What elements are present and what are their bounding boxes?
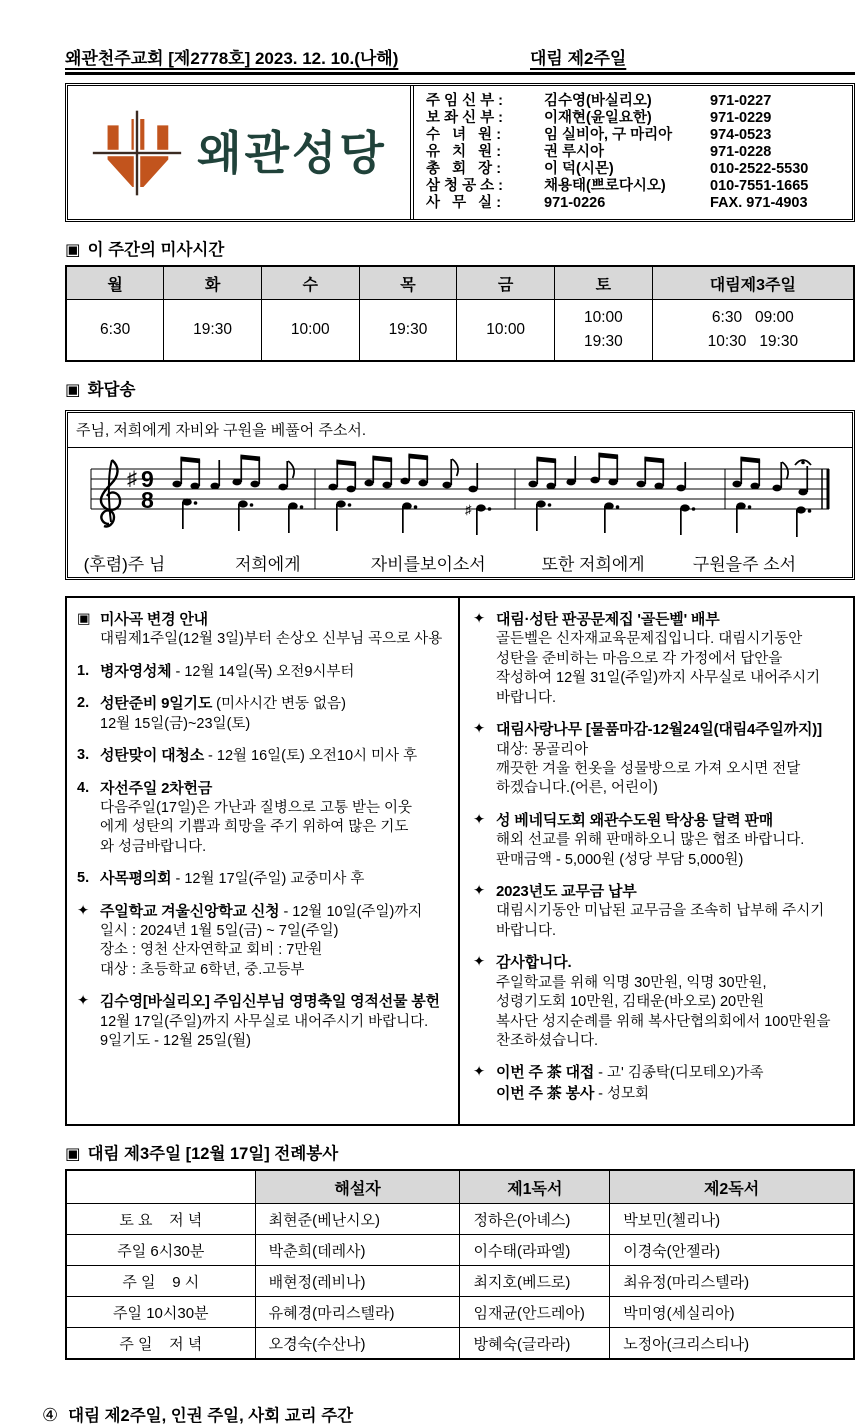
contact-phone: 010-7551-1665 (710, 178, 809, 194)
contact-row (426, 127, 842, 144)
server-name-cell: 오경숙(수산나) (255, 1328, 460, 1360)
mass-slot-cell: 주 일 저 녁 (66, 1328, 255, 1360)
mass-table-column-header: 화 (164, 266, 262, 300)
mass-time-cell: 6:30 (66, 300, 164, 362)
mass-time-cell: 10:00 (457, 300, 555, 362)
server-name-cell: 노정아(크리스티나) (610, 1328, 854, 1360)
mass-table-column-header: 토 (555, 266, 653, 300)
liturgy-column-header: 제2독서 (610, 1170, 854, 1204)
section-bullet-icon: ▣ (65, 241, 81, 259)
announcement-title: 대림사랑나무 [물품마감-12월24일(대림4주일까지)] (496, 721, 822, 739)
contact-row (426, 195, 842, 212)
server-name-cell: 유혜경(마리스텔라) (255, 1297, 460, 1328)
mass-table-header-row (66, 266, 854, 300)
psalm-score (68, 448, 852, 577)
announcements-right-column (460, 598, 853, 1124)
lyric-syllable: (후렴)주 님 (83, 555, 166, 574)
contact-phone: 010-2522-5530 (710, 161, 809, 177)
announcement-title: 이번 주 茶 대접 (496, 1064, 595, 1082)
announcement-item: ✦ 이번 주 茶 대접 - 고' 김종탁(디모테오)가족 이번 주 茶 봉사 - 성모회 (473, 1064, 764, 1102)
announcement-item: ✦ 대림사랑나무 [물품마감-12월24일(대림4주일까지)] 대상: 몽골리아 깨끗한 겨울 헌옷을 성물방으로 가져 오시면 전달 하겠습니다.(어른, 어린이) (473, 721, 822, 797)
contact-row (426, 178, 842, 195)
contact-value: 권 루시아 (544, 144, 605, 160)
server-name-cell: 박춘희(데레사) (255, 1235, 460, 1266)
announcement-bullet-icon: ✦ (77, 902, 90, 919)
announcement-bullet-icon: ✦ (473, 883, 486, 900)
announcement-title: 성탄맞이 대청소 (100, 747, 204, 765)
server-name-cell: 배현정(레비나) (255, 1266, 460, 1297)
server-name-cell: 임재균(안드레아) (460, 1297, 610, 1328)
announcement-bullet-icon: 5. (77, 870, 90, 887)
contact-value: 이재현(윤일요한) (544, 110, 652, 126)
liturgy-column-header (66, 1170, 255, 1204)
contact-label: 총 회 장 : (426, 161, 502, 177)
psalm-box (65, 410, 855, 580)
footer-text: 대림 제2주일, 인권 주일, 사회 교리 주간 (68, 1407, 354, 1426)
announcement-title: 2023년도 교무금 납부 (496, 883, 637, 901)
announcement-item: ✦ 대림·성탄 판공문제집 '골든벨' 배부 골든벨은 신자재교육문제집입니다. 대림시기동안 성탄을 준비하는 마음으로 각 가정에서 답안을 작성하여 12월 31일(주일)까지 사무실로 내어주시기 바랍니다. (473, 611, 821, 706)
parish-logo-icon (91, 105, 183, 201)
liturgy-row (66, 1266, 854, 1297)
time-signature-top: 9 (141, 466, 154, 492)
announcement-item: ✦ 성 베네딕도회 왜관수도원 탁상용 달력 판매 해외 선교를 위해 판매하오니 많은 협조 바랍니다. 판매금액 - 5,000원 (성당 부담 5,000원) (473, 811, 805, 868)
mass-table-column-header: 대림제3주일 (652, 266, 854, 300)
section-bullet-icon: ▣ (65, 381, 81, 399)
mass-table-body-row (66, 300, 854, 362)
contact-value: 채용태(쁘로다시오) (544, 178, 666, 194)
liturgy-section-title: ▣ 대림 제3주일 [12월 17일] 전례봉사 (65, 1145, 339, 1164)
liturgy-column-header: 해설자 (255, 1170, 460, 1204)
server-name-cell: 최유정(마리스텔라) (610, 1266, 854, 1297)
announcement-item: 1. 병자영성체 - 12월 14일(목) 오전9시부터 (77, 662, 355, 680)
mass-time-cell: 10:00 19:30 (555, 300, 653, 362)
contact-value: 이 덕(시몬) (544, 161, 614, 177)
announcement-title: 성탄준비 9일기도 (100, 695, 213, 713)
announcement-title: 대림·성탄 판공문제집 '골든벨' 배부 (496, 611, 720, 628)
contact-label: 삼 청 공 소 : (426, 178, 503, 194)
announcement-item: ▣ 미사곡 변경 안내 대림제1주일(12월 3일)부터 손상오 신부님 곡으로 사용 (77, 611, 443, 648)
contact-label: 보 좌 신 부 : (426, 110, 503, 126)
footer-page-marker: ④ (42, 1405, 59, 1426)
accidental-sharp: ♯ (465, 502, 472, 517)
announcement-bullet-icon: ✦ (473, 811, 486, 828)
announcement-item: 2. 성탄준비 9일기도 (미사시간 변동 없음) 12월 15일(금)~23일(토) (77, 695, 346, 732)
section-bullet-icon: ▣ (65, 1145, 81, 1164)
mass-slot-cell: 주일 6시30분 (66, 1235, 255, 1266)
announcement-item: 4. 자선주일 2차헌금 다음주일(17일)은 가난과 질병으로 고통 받는 이웃 에게 성탄의 기쁨과 희망을 주기 위하여 많은 기도 와 성금바랍니다. (77, 779, 413, 855)
mass-table-column-header: 월 (66, 266, 164, 300)
liturgy-table-header-row (66, 1170, 854, 1204)
fermata-icon (795, 460, 811, 465)
liturgy-row (66, 1297, 854, 1328)
server-name-cell: 이수태(라파엘) (460, 1235, 610, 1266)
bulletin-page (0, 44, 860, 1426)
contact-phone: 971-0229 (710, 110, 772, 126)
announcement-title: 김수영[바실리오] 주임신부님 영명축일 영적선물 봉헌 (100, 993, 440, 1011)
liturgy-table (65, 1169, 855, 1360)
announcement-bullet-icon: ✦ (473, 1064, 486, 1081)
announcement-bullet-icon: ✦ (473, 611, 486, 627)
announcement-bullet-icon: ✦ (473, 721, 486, 738)
mass-slot-cell: 주 일 9 시 (66, 1266, 255, 1297)
contact-list (413, 86, 852, 219)
contact-phone: 971-0228 (710, 144, 772, 160)
announcement-item: 3. 성탄맞이 대청소 - 12월 16일(토) 오전10시 미사 후 (77, 747, 418, 765)
mass-time-cell: 10:00 (261, 300, 359, 362)
mass-slot-cell: 주일 10시30분 (66, 1297, 255, 1328)
key-signature-sharp: ♯ (127, 468, 137, 490)
announcement-item: ✦ 김수영[바실리오] 주임신부님 영명축일 영적선물 봉헌 12월 17일(주일)까지 사무실로 내어주시기 바랍니다. 9일기도 - 12월 25일(월) (77, 993, 440, 1050)
announcement-item: ✦ 주일학교 겨울신앙학교 신청 - 12월 10일(주일)까지 일시 : 2024년 1월 5일(금) ~ 7일(주일) 장소 : 영천 산자연학교 회비 : 7만원 대상 : 초등학교 6학년, 중.고등부 (77, 902, 423, 978)
announcement-item: ✦ 감사합니다. 주일학교를 위해 익명 30만원, 익명 30만원, 성령기도회 10만원, 김태운(바오로) 20만원 복사단 성지순례를 위해 복사단협의회에서 100만원을 찬조하셨습니다. (473, 954, 831, 1050)
announcement-title: 주일학교 겨울신앙학교 신청 (100, 902, 280, 920)
liturgy-row (66, 1235, 854, 1266)
announcements-left-column (67, 598, 460, 1124)
contact-row (426, 110, 842, 127)
psalm-section-title: ▣ 화답송 (65, 381, 136, 399)
contact-phone: FAX. 971-4903 (710, 195, 808, 211)
server-name-cell: 최지호(베드로) (460, 1266, 610, 1297)
liturgy-column-header: 제1독서 (460, 1170, 610, 1204)
server-name-cell: 정하은(아녜스) (460, 1204, 610, 1235)
contact-row (426, 93, 842, 110)
announcement-title: 이번 주 茶 봉사 (496, 1084, 595, 1102)
mass-table-column-header: 수 (261, 266, 359, 300)
announcement-bullet-icon: ✦ (473, 954, 486, 971)
time-signature-bottom: 8 (141, 487, 154, 513)
contact-label: 수 녀 원 : (426, 127, 502, 143)
announcement-bullet-icon: 1. (77, 662, 90, 679)
treble-clef-icon (101, 460, 120, 526)
page-footer (42, 1402, 860, 1426)
server-name-cell: 방혜숙(글라라) (460, 1328, 610, 1360)
mass-times-table (65, 265, 855, 362)
contact-value: 971-0226 (544, 195, 606, 211)
server-name-cell: 이경숙(안젤라) (610, 1235, 854, 1266)
psalm-refrain-text: 주님, 저희에게 자비와 구원을 베풀어 주소서. (68, 413, 852, 448)
announcement-item: ✦ 2023년도 교무금 납부 대림시기동안 미납된 교무금을 조속히 납부해 주시기 바랍니다. (473, 883, 825, 939)
contact-value: 임 실비아, 구 마리아 (544, 127, 673, 143)
announcement-bullet-icon: 4. (77, 779, 90, 796)
parish-logo-text: 왜관성당 (197, 126, 387, 179)
mass-time-cell: 19:30 (359, 300, 457, 362)
lyric-syllable: 저희에게 (234, 555, 301, 574)
announcement-bullet-icon: 2. (77, 695, 90, 712)
announcement-title: 감사합니다. (496, 954, 572, 972)
mass-times-section-title: ▣ 이 주간의 미사시간 (65, 241, 225, 259)
mass-time-cell: 19:30 (164, 300, 262, 362)
mass-slot-cell: 토 요 저 녁 (66, 1204, 255, 1235)
announcement-item: 5. 사목평의회 - 12월 17일(주일) 교중미사 후 (77, 870, 365, 888)
mass-table-column-header: 금 (457, 266, 555, 300)
contact-phone: 971-0227 (710, 93, 772, 109)
contact-row (426, 144, 842, 161)
lyric-syllable: 구원을주 소서 (692, 555, 797, 574)
lyric-syllable: 자비를보이소서 (370, 555, 486, 574)
announcements-box (65, 596, 855, 1126)
contact-row (426, 161, 842, 178)
server-name-cell: 박보민(첼리나) (610, 1204, 854, 1235)
liturgy-row (66, 1204, 854, 1235)
server-name-cell: 박미영(세실리아) (610, 1297, 854, 1328)
mass-table-column-header: 목 (359, 266, 457, 300)
announcement-title: 미사곡 변경 안내 (100, 611, 208, 628)
liturgical-week-title: 대림 제2주일 (530, 49, 627, 68)
masthead (65, 44, 855, 75)
liturgy-row (66, 1328, 854, 1360)
announcement-bullet-icon: ✦ (77, 993, 90, 1010)
announcement-bullet-icon: ▣ (77, 611, 91, 627)
announcement-title: 병자영성체 (100, 662, 172, 680)
contact-label: 사 무 실 : (426, 195, 502, 211)
bulletin-title: 왜관천주교회 [제2778호] 2023. 12. 10.(나해) (65, 49, 399, 68)
psalm-lyrics (72, 550, 848, 577)
announcement-title: 사목평의회 (100, 870, 172, 888)
contact-value: 김수영(바실리오) (544, 93, 652, 109)
announcement-title: 성 베네딕도회 왜관수도원 탁상용 달력 판매 (496, 811, 774, 829)
parish-info-box (65, 83, 855, 222)
music-staff (72, 454, 848, 550)
lyric-syllable: 또한 저희에게 (541, 555, 645, 574)
server-name-cell: 최현준(베난시오) (255, 1204, 460, 1235)
parish-logo (68, 86, 411, 219)
contact-label: 주 임 신 부 : (426, 93, 503, 109)
mass-time-cell: 6:30 09:00 10:30 19:30 (652, 300, 854, 362)
contact-label: 유 치 원 : (426, 144, 502, 160)
contact-phone: 974-0523 (710, 127, 772, 143)
announcement-bullet-icon: 3. (77, 747, 90, 764)
liturgy-table-body (66, 1204, 854, 1360)
announcement-title: 자선주일 2차헌금 (100, 779, 213, 797)
